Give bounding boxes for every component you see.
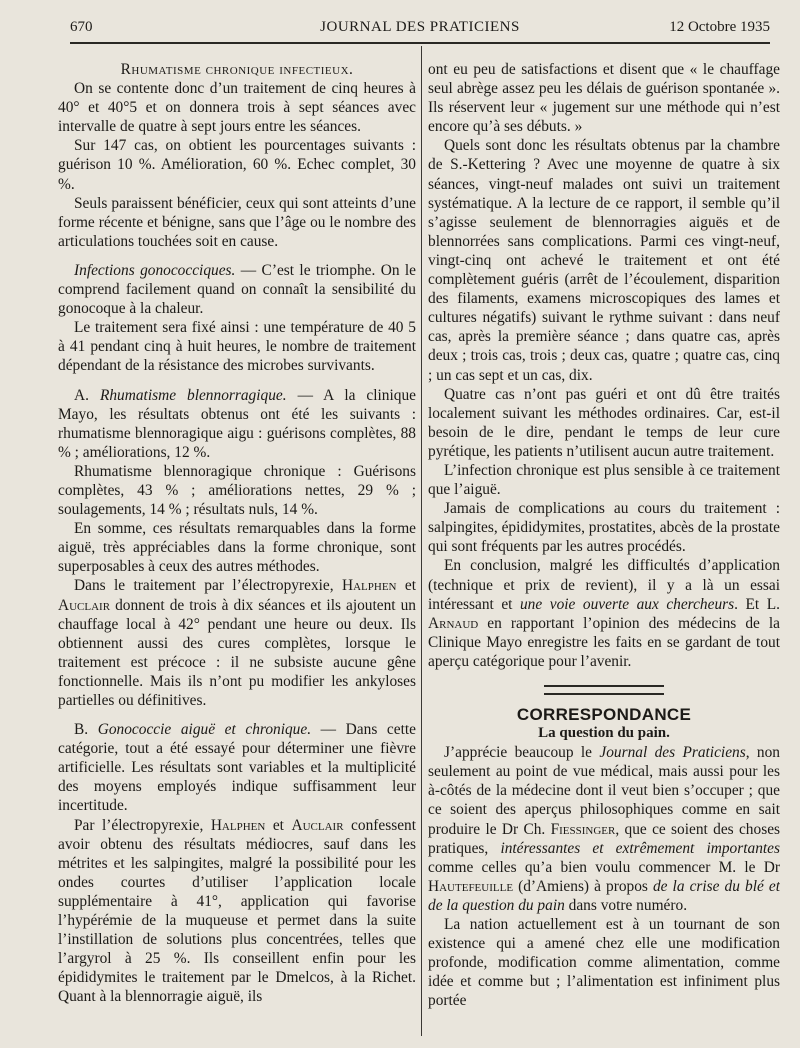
author-name: Halphen: [341, 577, 397, 595]
section-heading-correspondance: CORRESPONDANCE: [516, 705, 692, 724]
paragraph: Quels sont donc les résultats obtenus par la chambre de S.-Kettering ? Avec une moyenne de quatre à six séances, vingt-neuf malades ont suivi un traitement systématique. A la lecture de ce rapport, il semble qu’il s’agisse seulement de blennorragies aiguës et de blennorrées sans complications. Parmi ces vingt-neuf, vingt-cinq ont achevé le traitement et ont été complètement guéris (arrêt de l’écoulement, disparition des filaments, examens microscopiques des lames et cultures négatifs) suivant le rythme suivant : dans neuf cas, après la première séance ; dans quatre cas, après deux ; trois cas, trois ; deux cas, quatre ; quatre cas, cinq ; un cas sept et un cas, dix.: [428, 137, 780, 384]
text-run: , que ce soient des choses pratiques,: [428, 820, 780, 857]
section-title-rhumatisme: Rhumatisme chronique infectieux.: [120, 61, 354, 78]
text-run: confessent avoir obtenu des résultats médiocres, sauf dans les métrites et les salpingites, malgré la possibilité pour les ondes courtes d’utiliser l’application locale supplémentaire à 41°, application qui favorise l’hypérémie de la muqueuse et permet dans la suite l’instillation de solutions plus concentrées, telles que l’argyrol à 25 %. Ils conseillent enfin pour les épididymites le traitement par le Dmelcos, à la Richet. Quant à la blennorragie aiguë, ils: [58, 816, 416, 1006]
author-name: Arnaud: [428, 614, 479, 632]
text-run: J’apprécie beaucoup le: [444, 744, 600, 762]
text-run: . Et L.: [734, 595, 780, 613]
text-run-italic: intéressantes et extrêmement importantes: [500, 839, 780, 857]
author-name: Auclair: [291, 816, 344, 834]
text-run: , non seulement au point de vue médical, mais aussi pour les à-côtés de la médecine dont il veut bien s’occuper ; que ce soient des aperçus philosophiques comme en sait produire le Dr Ch.: [428, 744, 780, 838]
paragraph: L’infection chronique est plus sensible à ce traitement que l’aiguë.: [428, 461, 780, 499]
text-run-italic: une voie ouverte aux chercheurs: [519, 595, 735, 613]
author-name: Auclair: [58, 596, 111, 614]
run-heading: Rhumatisme blennorragique.: [99, 386, 287, 404]
spacer: [58, 376, 416, 386]
paragraph: Quatre cas n’ont pas guéri et ont dû être traités localement suivant les méthodes ordinaires. Car, est-il besoin de le dire, pendant le temps de leur cure pyrétique, les patients n’utilisent aucun autre traitement.: [428, 385, 780, 460]
paragraph: On se contente donc d’un traitement de cinq heures à 40° et 40°5 et on donnera trois à sept séances avec intervalle de quatre à sept jours entre les séances.: [58, 80, 416, 136]
text-run: en rapportant l’opinion des médecins de la Clinique Mayo enregistre les faits en se gardant de tout aperçu catégorique pour l’avenir.: [428, 614, 780, 670]
paragraph-rhumatisme-blennorragique: [58, 386, 416, 462]
paragraph: Seuls paraissent bénéficier, ceux qui sont atteints d’une forme récente et bénigne, sans que l’âge ou le nombre des articulations touchées soit en cause.: [58, 194, 416, 250]
author-name: Halphen: [210, 816, 266, 834]
paragraph-electropyrexie: [58, 576, 416, 710]
text-run: Par l’électropyrexie,: [74, 816, 211, 834]
page-header: [70, 16, 770, 44]
text-run: B.: [74, 721, 98, 739]
author-name: Fiessinger: [550, 820, 616, 838]
right-column: [428, 60, 780, 1040]
text-run-italic: de la crise du blé et de la question du pain: [428, 877, 780, 914]
text-run: et: [265, 816, 292, 834]
paragraph-continued: ont eu peu de satisfactions et disent que « le chauffage seul abrège assez peu les délais de guérison spontanée ». Ils réservent leur « jugement sur une méthode qui n’est encore qu’à ses débuts. »: [428, 61, 780, 136]
section-separator: [544, 685, 664, 695]
text-run: et: [396, 577, 416, 595]
paragraph: En somme, ces résultats remarquables dans la forme aiguë, très appréciables dans la forme chronique, sont superposables à ceux des autres méthodes.: [58, 520, 416, 576]
paragraph: Rhumatisme blennoragique chronique : Guérisons complètes, 43 % ; améliorations nettes, 29 % ; soulagements, 14 % ; résultats nuls, 14 %.: [58, 462, 416, 519]
author-name: Hautefeuille: [428, 877, 514, 895]
text-run: donnent de trois à dix séances et ils ajoutent un chauffage local à 42° pendant une heure ou deux. Ils obtiennent aussi des cures complètes, lorsque le traitement est précoce : il ne subsiste aucune gêne fonctionnelle. Mais ils n’ont pu modifier les ankyloses partielles ou définitives.: [58, 596, 416, 709]
paragraph: [58, 816, 416, 1007]
paragraph: Sur 147 cas, on obtient les pourcentages suivants : guérison 10 %. Amélioration, 60 %. Echec complet, 30 %.: [58, 137, 416, 193]
paragraph: Le traitement sera fixé ainsi : une température de 40 5 à 41 pendant cinq à huit heures, le nombre de traitement dépendant de la résistance des microbes survivants.: [58, 319, 416, 375]
paragraph-infections: [58, 261, 416, 318]
journal-title: JOURNAL DES PRATICIENS: [320, 19, 520, 35]
text-run: — Dans cette catégorie, tout a été essayé pour déterminer une fièvre artificielle. Les résultats sont variables et la multiplicité des moyens employés indique suffisamment leur incertitude.: [58, 721, 416, 815]
left-column: [58, 60, 416, 1040]
text-run-italic: Journal des Praticiens: [599, 744, 746, 762]
issue-date: 12 Octobre 1935: [669, 19, 770, 35]
run-heading: Gonococcie aiguë et chronique.: [97, 721, 312, 739]
column-divider: [421, 46, 422, 1036]
text-run: dans votre numéro.: [564, 896, 688, 914]
page-number: 670: [70, 19, 93, 35]
paragraph: La nation actuellement est à un tournant de son existence qui a amené chez elle une modification profonde, modification comme alimentation, comme idée et comme but ; l’alimentation est infiniment plus portée: [428, 916, 780, 1010]
article-subtitle: La question du pain.: [538, 725, 670, 742]
paragraph: Jamais de complications au cours du traitement : salpingites, épididymites, prostatites, abcès de la prostate qui sont fréquents par les autres procédés.: [428, 500, 780, 556]
text-run: — A la clinique Mayo, les résultats obtenus ont été les suivants : rhumatisme blennoragique aigu : guérisons complètes, 88 % ; améliorations, 12 %.: [58, 386, 416, 461]
run-heading: Infections gonococciques.: [74, 261, 236, 279]
spacer: [58, 251, 416, 261]
paragraph-gonococcie: [58, 720, 416, 815]
text-run: Dans le traitement par l’électropyrexie,: [74, 577, 342, 595]
text-run: — C’est le triomphe. On le comprend facilement quand on connaît la sensibilité du gonocoque à la chaleur.: [58, 261, 416, 318]
paragraph-letter: [428, 743, 780, 915]
text-run: En conclusion, malgré les difficultés d’application (technique et prix de revient), il y a là un essai intéressant et: [428, 557, 780, 613]
text-run: (d’Amiens) à propos: [513, 877, 653, 895]
text-run: comme celles qu’a bien voulu commencer M. le Dr: [428, 858, 780, 876]
spacer: [58, 710, 416, 720]
text-run: A.: [74, 386, 100, 404]
paragraph-conclusion: [428, 556, 780, 671]
